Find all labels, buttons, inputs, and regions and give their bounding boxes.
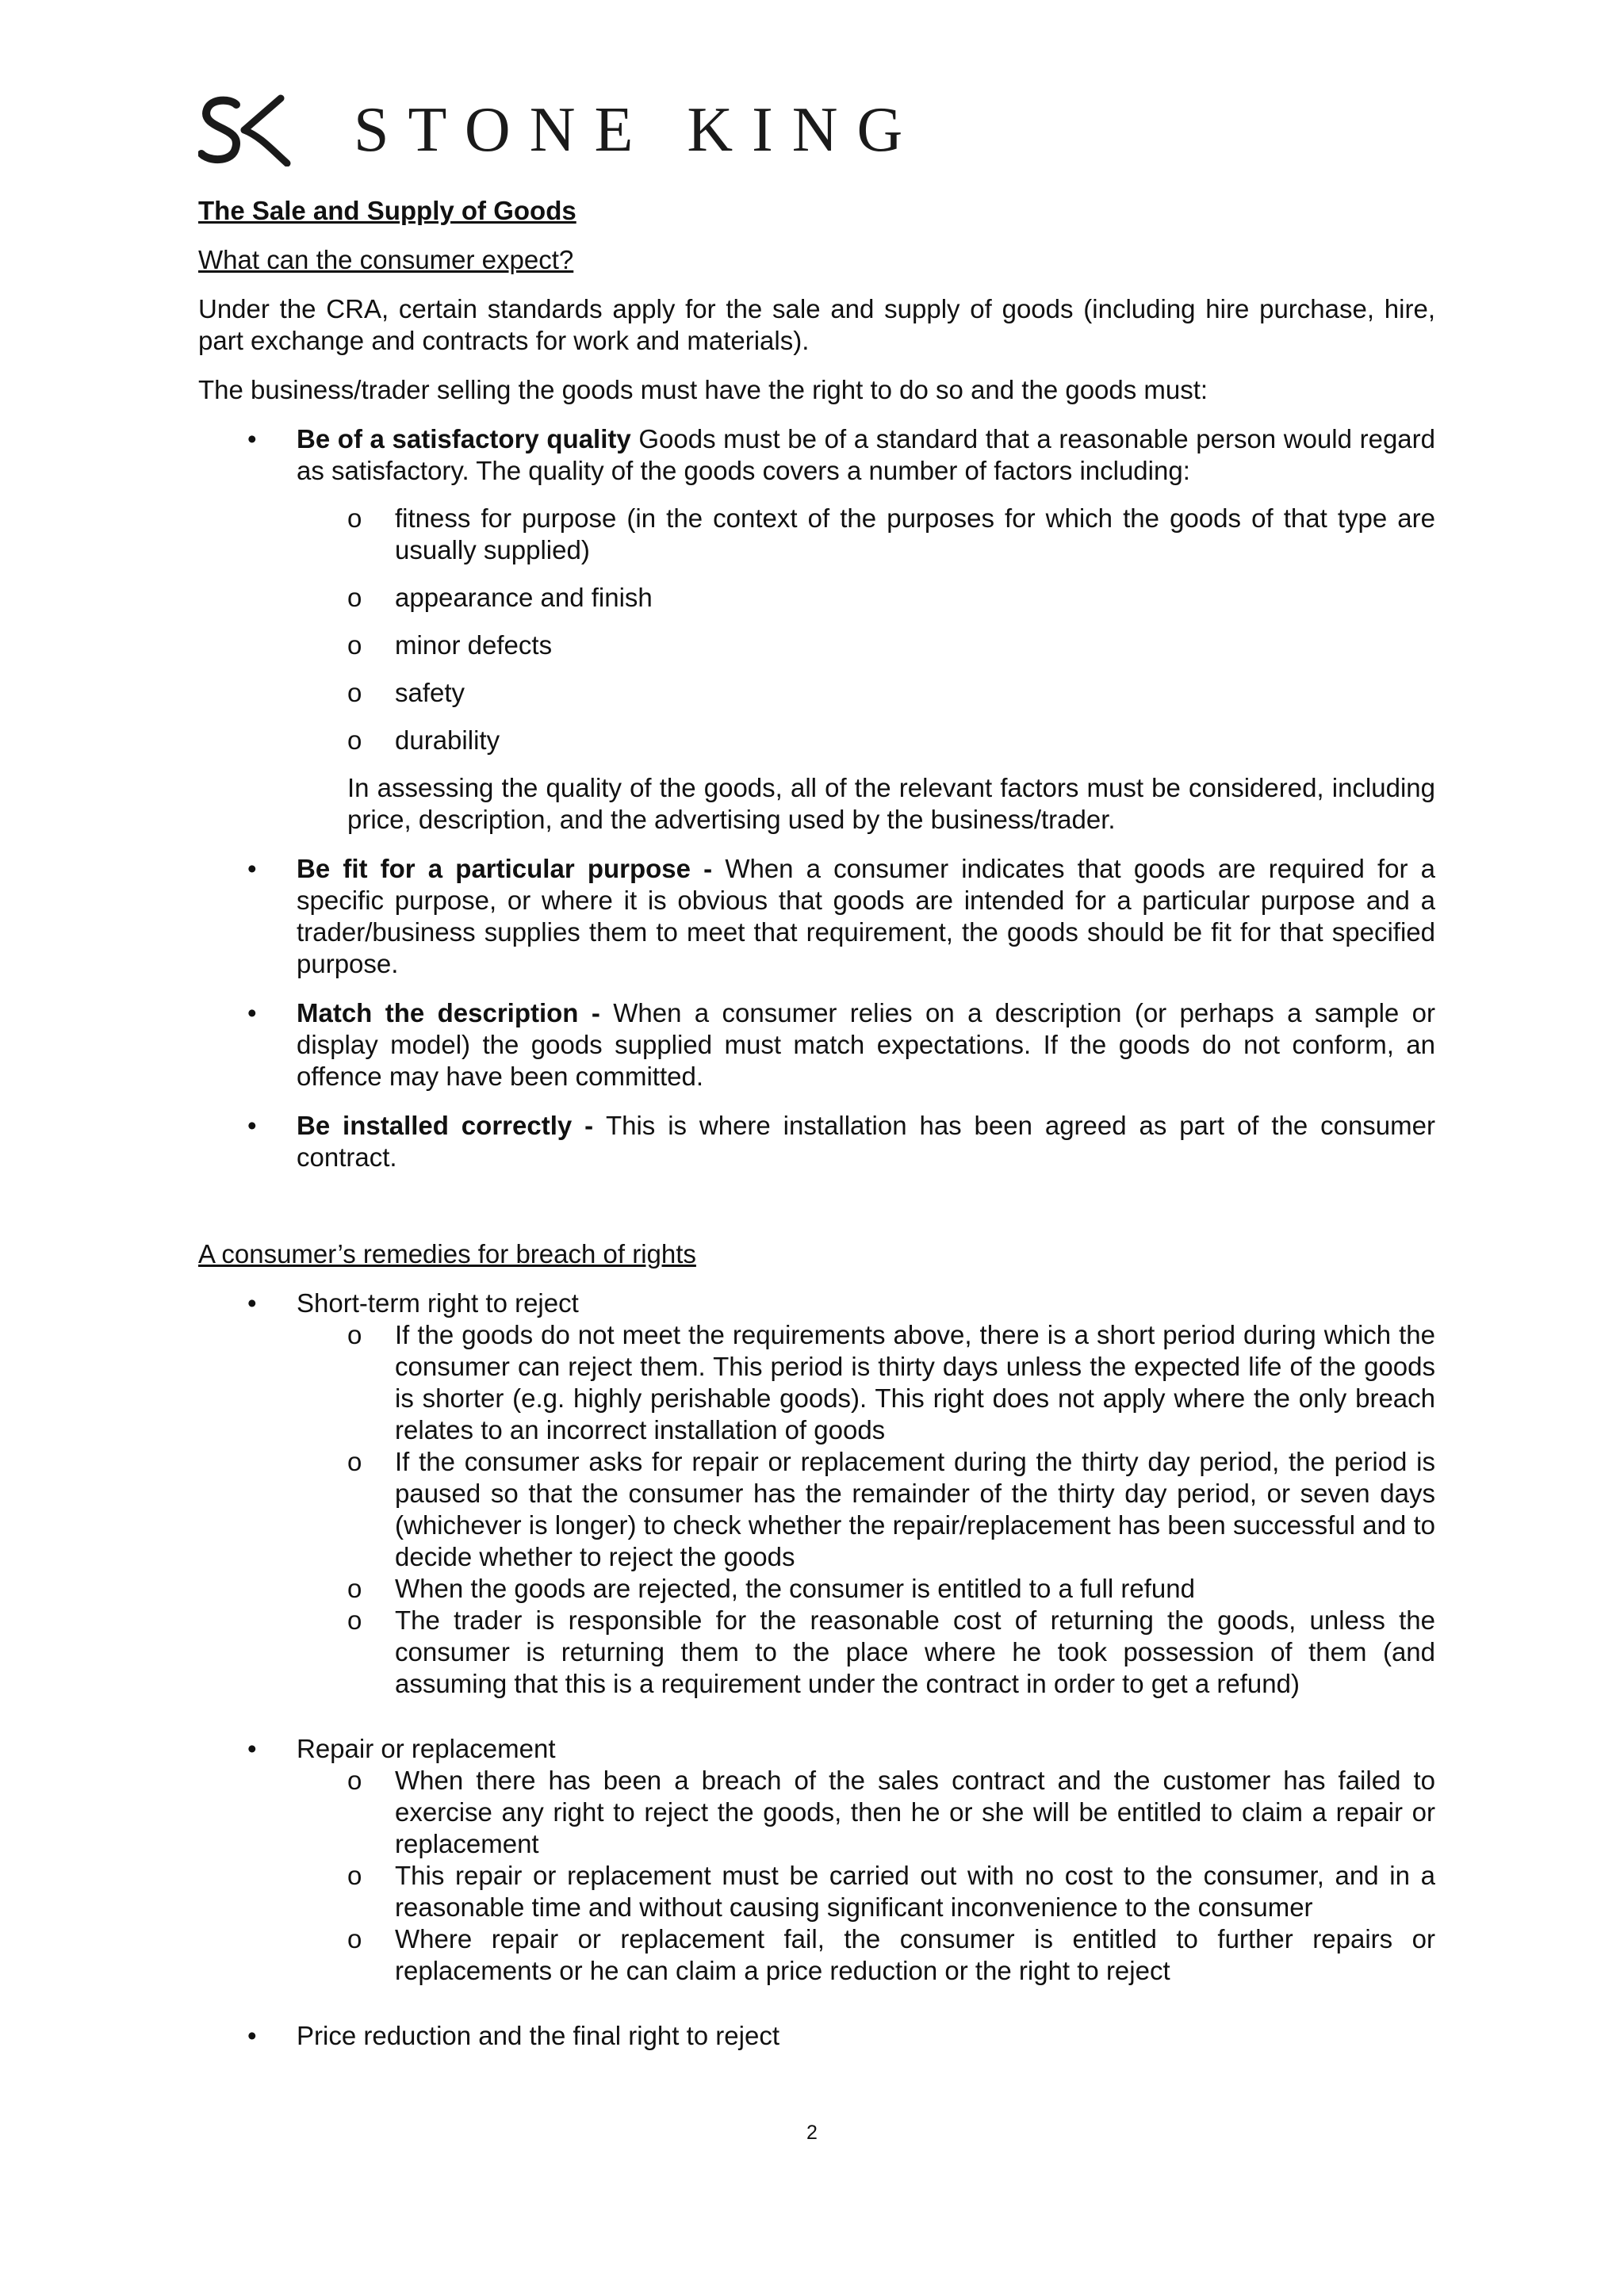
document-body xyxy=(198,195,1435,2052)
quality-factor: o minor defects xyxy=(347,630,553,660)
circle-bullet-icon: o xyxy=(347,1574,362,1603)
logo-text: STONE KING xyxy=(354,95,922,165)
remedy-price-reduction xyxy=(198,2020,1435,2052)
quality-factor: o appearance and finish xyxy=(347,583,653,612)
remedy-label: Price reduction and the final right to reject xyxy=(297,2021,780,2050)
quality-factor: o safety xyxy=(347,678,465,707)
intro-paragraph: Under the CRA, certain standards apply for the sale and supply of goods (including hire purchase, hire, part exchange and contracts for work and materials). xyxy=(198,294,1435,355)
bullet-icon: • xyxy=(247,854,257,883)
section-heading-expectations: What can the consumer expect? xyxy=(198,245,574,274)
circle-bullet-icon: o xyxy=(347,1861,362,1890)
quality-factor: o durability xyxy=(347,725,500,755)
circle-bullet-icon: o xyxy=(347,725,362,755)
remedy-repair-replacement xyxy=(198,1733,1435,1765)
standard-item-fit-for-purpose xyxy=(198,853,1435,980)
lead-paragraph: The business/trader selling the goods must have the right to do so and the goods must: xyxy=(198,375,1208,404)
circle-bullet-icon: o xyxy=(347,1924,362,1954)
circle-bullet-icon: o xyxy=(347,583,362,612)
remedy-label: Short-term right to reject xyxy=(297,1288,579,1318)
standard-title: Be fit for a particular purpose - xyxy=(297,854,726,883)
remedy-point: o When there has been a breach of the sales contract and the customer has failed to exercise any right to reject the goods, then he or she will be entitled to claim a repair or replacement xyxy=(347,1766,1435,1858)
sk-monogram-icon xyxy=(198,94,292,166)
remedy-point: o If the goods do not meet the requirements above, there is a short period during which the consumer can reject them. This period is thirty days unless the expected life of the goods is shorter (e.g. highly perishable goods). This right does not apply where the only breach relates to an incorrect installation of goods xyxy=(347,1320,1435,1445)
bullet-icon: • xyxy=(247,424,257,453)
standard-item-satisfactory-quality xyxy=(198,423,1435,487)
standard-title: Be of a satisfactory quality xyxy=(297,424,631,453)
bullet-icon: • xyxy=(247,1288,257,1318)
document-title: The Sale and Supply of Goods xyxy=(198,196,576,225)
bullet-icon: • xyxy=(247,1111,257,1140)
remedy-label: Repair or replacement xyxy=(297,1734,556,1763)
remedy-point: o When the goods are rejected, the consumer is entitled to a full refund xyxy=(347,1574,1195,1603)
stone-king-logo xyxy=(198,94,921,166)
bullet-icon: • xyxy=(247,1734,257,1763)
standard-text: Goods must be of a standard that a reasonable person would regard as satisfactory. The quality of the goods covers a number of factors including: xyxy=(297,424,1435,485)
circle-bullet-icon: o xyxy=(347,1320,362,1349)
section-heading-remedies: A consumer’s remedies for breach of rights xyxy=(198,1239,696,1269)
bullet-icon: • xyxy=(247,998,257,1027)
remedy-point: o This repair or replacement must be carried out with no cost to the consumer, and in a reasonable time and without causing significant inconvenience to the consumer xyxy=(347,1861,1435,1922)
remedy-short-term-reject xyxy=(198,1288,1435,1319)
remedy-point: o Where repair or replacement fail, the consumer is entitled to further repairs or replacements or he can claim a price reduction or the right to reject xyxy=(347,1924,1435,1985)
circle-bullet-icon: o xyxy=(347,1605,362,1635)
remedy-point: o If the consumer asks for repair or replacement during the thirty day period, the period is paused so that the consumer has the remainder of the thirty day period, or seven days (whichever is longer) to check whether the repair/replacement has been successful and to decide whether to reject the goods xyxy=(347,1447,1435,1571)
circle-bullet-icon: o xyxy=(347,503,362,533)
circle-bullet-icon: o xyxy=(347,678,362,707)
standard-title: Be installed correctly - xyxy=(297,1111,606,1140)
standard-title: Match the description - xyxy=(297,998,614,1027)
circle-bullet-icon: o xyxy=(347,1447,362,1476)
standard-item-match-description xyxy=(198,997,1435,1093)
quality-factor: o fitness for purpose (in the context of the purposes for which the goods of that type are usually supplied) xyxy=(347,503,1435,564)
standard-text: This is where installation has been agreed as part of the consumer contract. xyxy=(297,1111,1435,1172)
circle-bullet-icon: o xyxy=(347,630,362,660)
quality-note: In assessing the quality of the goods, all of the relevant factors must be considered, including price, description, and the advertising used by the business/trader. xyxy=(347,773,1435,834)
bullet-icon: • xyxy=(247,2021,257,2050)
circle-bullet-icon: o xyxy=(347,1766,362,1795)
standard-text: When a consumer indicates that goods are required for a specific purpose, or where it is obvious that goods are intended for a particular purpose and a trader/business supplies them to meet that requirement, the goods should be fit for that specified purpose. xyxy=(297,854,1435,978)
remedy-point: o The trader is responsible for the reasonable cost of returning the goods, unless the consumer is returning them to the place where he took possession of them (and assuming that this is a requirement under the contract in order to get a refund) xyxy=(347,1605,1435,1698)
page-number: 2 xyxy=(806,2122,818,2144)
standard-text: When a consumer relies on a description (or perhaps a sample or display model) the goods supplied must match expectations. If the goods do not conform, an offence may have been committed. xyxy=(297,998,1436,1091)
standard-item-installed-correctly xyxy=(198,1110,1435,1173)
